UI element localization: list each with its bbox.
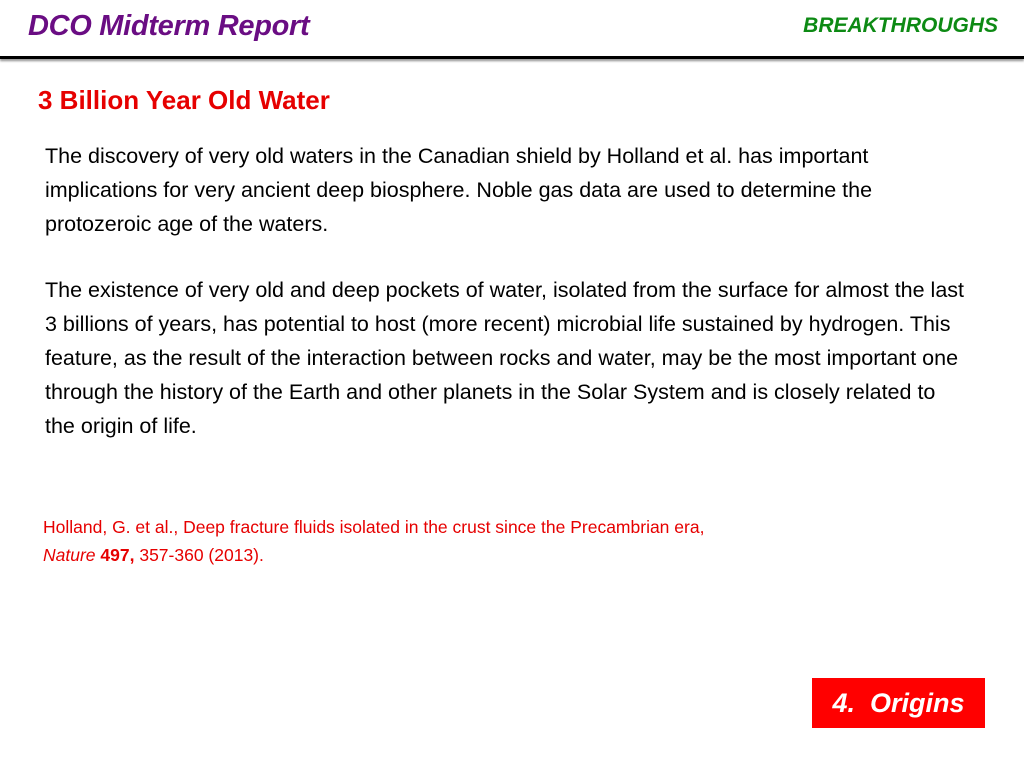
body-paragraph-1: The discovery of very old waters in the Canadian shield by Holland et al. has important implications for very ancient deep biosphere. Noble gas data are used to determine the protozeroic age of the waters.: [45, 144, 873, 236]
report-title: DCO Midterm Report: [28, 10, 310, 42]
section-badge: 4. Origins: [812, 678, 985, 728]
citation: [43, 513, 723, 569]
body-paragraph-2: The existence of very old and deep pockets of water, isolated from the surface for almost the last 3 billions of years, has potential to host (more recent) microbial life sustained by hydrogen. This feature, as the result of the interaction between rocks and water, may be the most important one through the history of the Earth and other planets in the Solar System and is closely related to the origin of life.: [45, 278, 965, 438]
citation-authors-title: Holland, G. et al., Deep fracture fluids isolated in the crust since the Precambrian era,: [43, 517, 705, 537]
section-tag: BREAKTHROUGHS: [803, 14, 998, 37]
citation-journal: Nature: [43, 545, 96, 565]
header-divider: [0, 56, 1024, 59]
citation-pages-year: 357-360 (2013).: [134, 545, 264, 565]
citation-volume: 497,: [100, 545, 135, 565]
slide-heading: 3 Billion Year Old Water: [38, 85, 330, 115]
